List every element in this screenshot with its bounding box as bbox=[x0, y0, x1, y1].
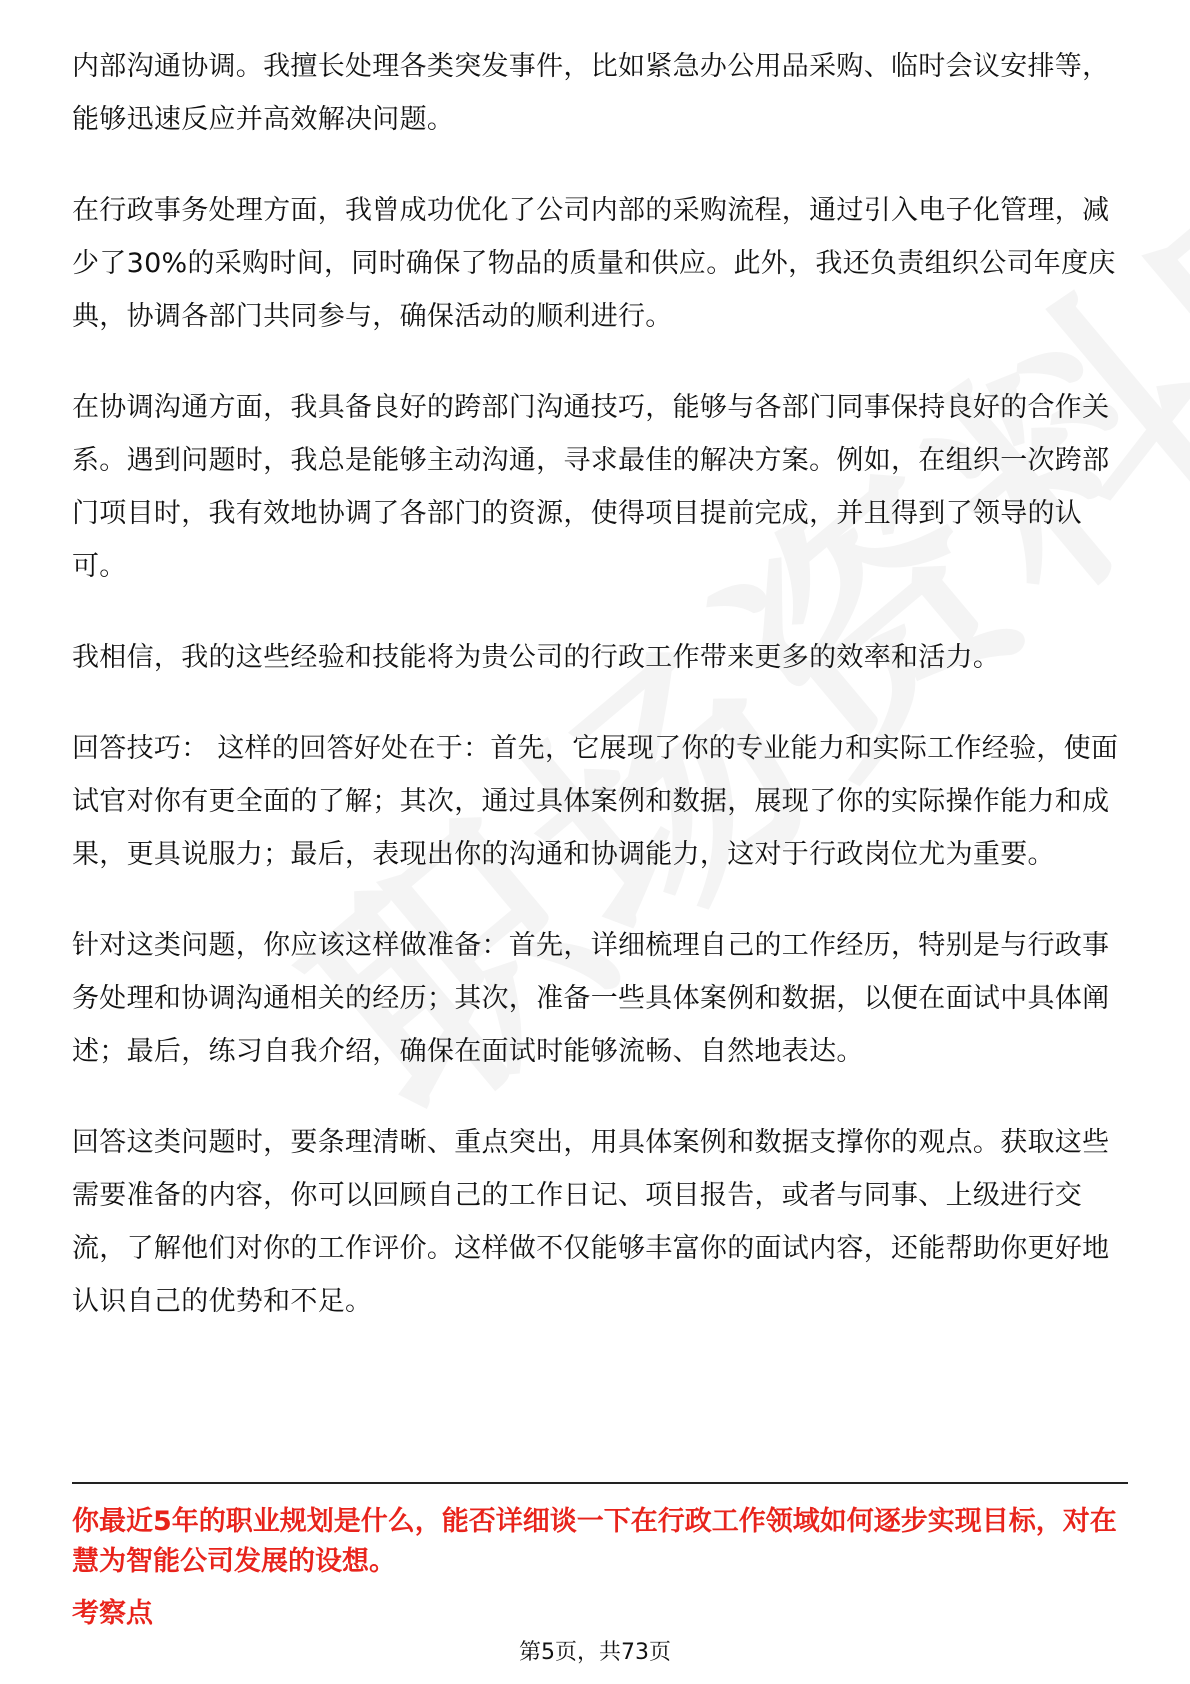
paragraph-answer-guidance: 回答这类问题时，要条理清晰、重点突出，用具体案例和数据支撑你的观点。获取这些需要准备的内容，你可以回顾自己的工作日记、项目报告，或者与同事、上级进行交流，了解他们对你的工作评价。这样做不仅能够丰富你的面试内容，还能帮助你更好地认识自己的优势和不足。 bbox=[72, 1127, 1110, 1317]
paragraph-preparation: 针对这类问题，你应该这样做准备：首先，详细梳理自己的工作经历，特别是与行政事务处理和协调沟通相关的经历；其次，准备一些具体案例和数据，以便在面试中具体阐述；最后，练习自我介绍，确保在面试时能够流畅、自然地表达。 bbox=[72, 930, 1110, 1067]
paragraph-answer-tips: 回答技巧： 这样的回答好处在于：首先，它展现了你的专业能力和实际工作经验，使面试官对你有更全面的了解；其次，通过具体案例和数据，展现了你的实际操作能力和成果，更具说服力；最后，表现出你的沟通和协调能力，这对于行政岗位尤为重要。 bbox=[72, 733, 1119, 870]
document-body bbox=[72, 40, 1128, 1366]
next-question-heading: 你最近5年的职业规划是什么，能否详细谈一下在行政工作领域如何逐步实现目标，对在慧为智能公司发展的设想。 bbox=[72, 1506, 1117, 1577]
section-divider bbox=[72, 1482, 1128, 1484]
paragraph-2: 在行政事务处理方面，我曾成功优化了公司内部的采购流程，通过引入电子化管理，减少了30%的采购时间，同时确保了物品的质量和供应。此外，我还负责组织公司年度庆典，协调各部门共同参与，确保活动的顺利进行。 bbox=[72, 195, 1116, 332]
paragraph-4: 我相信，我的这些经验和技能将为贵公司的行政工作带来更多的效率和活力。 bbox=[72, 642, 1001, 673]
paragraph-3: 在协调沟通方面，我具备良好的跨部门沟通技巧，能够与各部门同事保持良好的合作关系。遇到问题时，我总是能够主动沟通，寻求最佳的解决方案。例如，在组织一次跨部门项目时，我有效地协调了各部门的资源，使得项目提前完成，并且得到了领导的认可。 bbox=[72, 392, 1110, 582]
page-number: 第5页，共73页 bbox=[519, 1640, 671, 1665]
paragraph-1: 内部沟通协调。我擅长处理各类突发事件，比如紧急办公用品采购、临时会议安排等，能够迅速反应并高效解决问题。 bbox=[72, 51, 1110, 135]
section-label-examination-points: 考察点 bbox=[72, 1598, 153, 1629]
